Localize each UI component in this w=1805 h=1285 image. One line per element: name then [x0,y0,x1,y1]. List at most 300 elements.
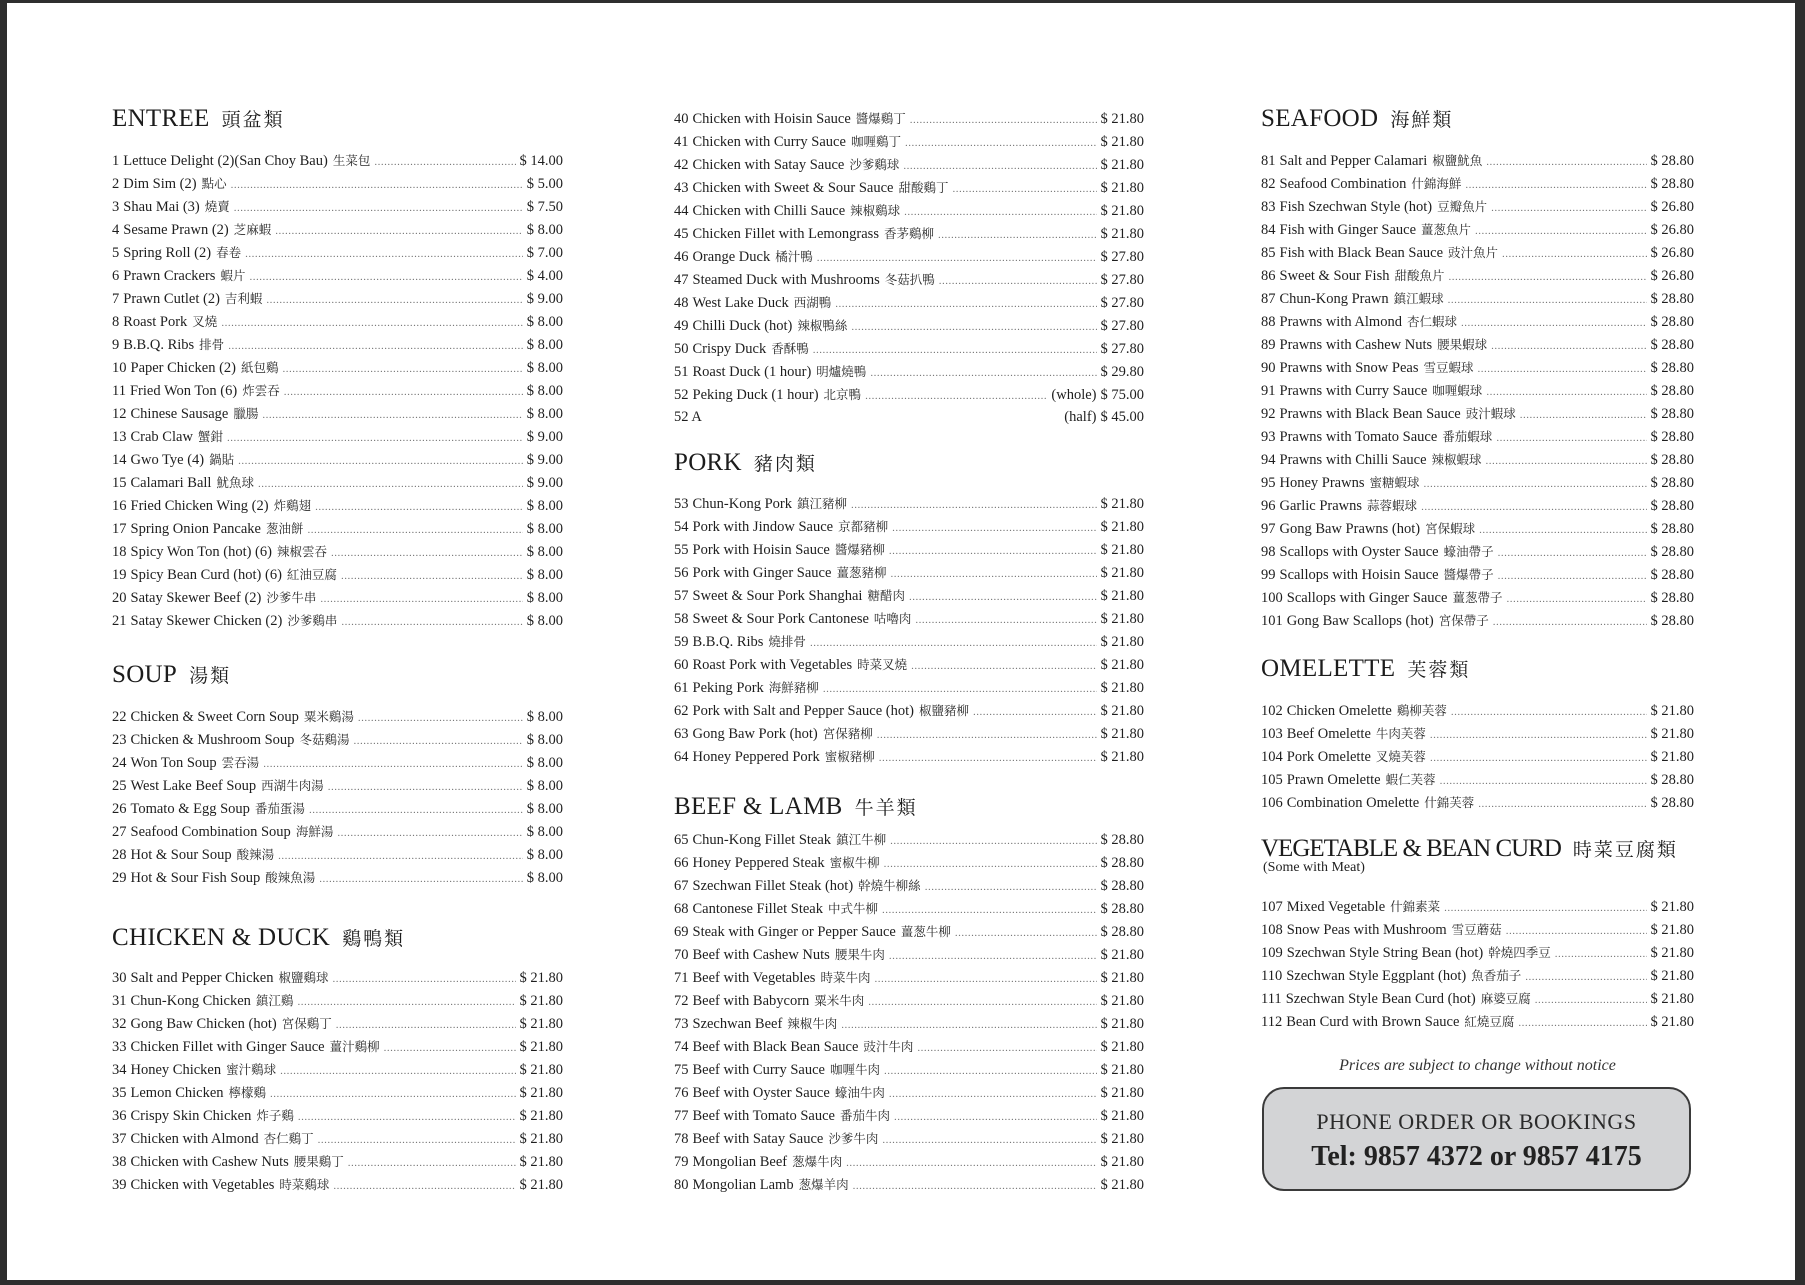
item-name: Chicken with Curry Sauce [692,134,846,150]
item-name: Lemon Chicken [130,1085,224,1101]
dot-leader [903,155,1096,178]
item-name: Salt and Pepper Chicken [130,970,274,986]
item-number: 37 [112,1131,127,1147]
item-name: Cantonese Fillet Steak [692,901,823,917]
item-number: 56 [674,565,689,581]
dot-leader [955,922,1097,945]
menu-item-row [674,1058,1144,1081]
item-number: 95 [1261,475,1276,491]
item-chinese-name: 辣椒牛肉 [787,1016,838,1031]
item-chinese-name: 鎮江鷄 [255,993,294,1008]
item-number: 105 [1261,772,1283,788]
item-name: Gong Baw Scallops (hot) [1286,613,1434,629]
item-name: Gong Baw Pork (hot) [692,726,818,742]
dot-leader [841,1014,1096,1037]
item-number: 33 [112,1039,127,1055]
item-name: Chun-Kong Fillet Steak [692,832,832,848]
dot-leader [835,293,1096,316]
menu-item-row [112,1104,563,1127]
item-chinese-name: 鎮江牛柳 [836,832,887,847]
item-name: Bean Curd with Brown Sauce [1286,1014,1460,1030]
item-price: $ 21.80 [519,1131,563,1147]
item-name: Honey Peppered Steak [692,855,825,871]
item-name: Chicken with Satay Sauce [692,157,845,173]
item-price: $ 75.00 [1100,387,1144,403]
list-chicken-duck-part1 [112,966,563,1196]
item-price: $ 28.80 [1650,590,1694,606]
item-chinese-name: 粟米牛肉 [814,993,865,1008]
item-chinese-name: 幹燒牛柳絲 [858,878,921,893]
item-name: Chicken with Sweet & Sour Sauce [692,180,894,196]
item-number: 28 [112,847,127,863]
item-number: 98 [1261,544,1276,560]
item-chinese-name: 香茅鷄柳 [883,226,934,241]
item-name: Fried Chicken Wing (2) [130,498,269,514]
dot-leader [1440,770,1647,793]
dot-leader [911,655,1096,678]
item-price: $ 21.80 [519,1154,563,1170]
item-price: $ 8.00 [526,222,563,238]
item-number: 54 [674,519,689,535]
item-price: $ 21.80 [519,1177,563,1193]
section-heading-chicken-duck: CHICKEN & DUCK 鷄鴨類 [112,924,406,951]
item-number: 50 [674,341,689,357]
item-number: 12 [112,406,127,422]
item-chinese-name: 時菜牛肉 [820,970,871,985]
item-number: 57 [674,588,689,604]
menu-item-row [1261,333,1694,356]
dot-leader [1461,312,1647,335]
dot-leader [328,776,523,799]
item-price: $ 8.00 [526,406,563,422]
menu-item-row [1261,768,1694,791]
item-name: Spicy Bean Curd (hot) (6) [130,567,282,583]
item-number: 46 [674,249,689,265]
item-price: $ 28.80 [1650,337,1694,353]
dot-leader [1448,266,1646,289]
item-chinese-name: 辣椒鷄球 [850,203,901,218]
menu-item-row [1261,172,1694,195]
item-name: Satay Skewer Beef (2) [130,590,262,606]
item-number: 112 [1261,1014,1283,1030]
item-number: 67 [674,878,689,894]
dot-leader [1421,496,1646,519]
item-number: 24 [112,755,127,771]
item-number: 11 [112,383,126,399]
menu-item-row [1261,287,1694,310]
menu-item-row [674,584,1144,607]
menu-item-row [112,425,563,448]
item-chinese-name: 薑葱魚片 [1421,222,1472,237]
dot-leader [925,876,1097,899]
item-number: 51 [674,364,689,380]
item-chinese-name: 麻婆豆腐 [1480,991,1531,1006]
item-chinese-name: 芝麻蝦 [233,222,272,237]
section-heading-vegetable: VEGETABLE & BEAN CURD 時菜豆腐類 [1261,835,1678,862]
menu-item-row [1261,471,1694,494]
item-number: 91 [1261,383,1276,399]
dot-leader [1498,565,1647,588]
item-name: Scallops with Ginger Sauce [1286,590,1448,606]
menu-item-row [112,494,563,517]
item-number: 68 [674,901,689,917]
item-price: $ 21.80 [1100,588,1144,604]
dot-leader [823,678,1097,701]
item-chinese-name: 炸子鷄 [256,1108,294,1123]
item-chinese-name: 鎮江蝦球 [1393,291,1444,306]
item-number: 76 [674,1085,689,1101]
item-number: 13 [112,429,127,445]
item-price: $ 8.00 [526,314,563,330]
item-number: 87 [1261,291,1276,307]
phone-order-box [1262,1087,1691,1191]
item-number: 106 [1261,795,1283,811]
item-name: Prawns with Cashew Nuts [1279,337,1433,353]
list-omelette [1261,699,1694,814]
item-number: 82 [1261,176,1276,192]
item-number: 5 [112,245,120,261]
dot-leader [249,266,522,289]
dot-leader [889,945,1097,968]
item-chinese-name: 宮保帶子 [1438,613,1489,628]
item-number: 42 [674,157,689,173]
item-price: $ 21.80 [1100,1016,1144,1032]
menu-item-row [674,1104,1144,1127]
item-price: $ 21.80 [1100,180,1144,196]
item-number: 45 [674,226,689,242]
item-chinese-name: 香酥鴨 [771,341,809,356]
dot-leader [309,799,523,822]
item-chinese-name: 紙包鷄 [241,360,279,375]
item-name: Salt and Pepper Calamari [1279,153,1428,169]
item-chinese-name: 辣椒鴨絲 [797,318,848,333]
item-chinese-name: 檸檬鷄 [228,1085,267,1100]
item-chinese-name: 酸辣魚湯 [265,870,316,885]
price-notice: Prices are subject to change without notice [1339,1057,1616,1074]
item-price: $ 29.80 [1100,364,1144,380]
item-number: 23 [112,732,127,748]
item-name: Chun-Kong Chicken [130,993,251,1009]
section-heading-seafood: SEAFOOD 海鮮類 [1261,105,1454,132]
item-number: 81 [1261,153,1276,169]
item-number: 35 [112,1085,127,1101]
item-name: Steak with Ginger or Pepper Sauce [692,924,896,940]
item-chinese-name: 薑葱帶子 [1452,590,1503,605]
item-name: Fried Won Ton (6) [129,383,238,399]
item-number: 58 [674,611,689,627]
item-price: $ 5.00 [526,176,563,192]
item-price: $ 9.00 [526,291,563,307]
item-name: Chicken with Hoisin Sauce [692,111,851,127]
item-name: Steamed Duck with Mushrooms [692,272,880,288]
item-price: $ 21.80 [1100,1177,1144,1193]
item-number: 31 [112,993,127,1009]
menu-item-row [1261,722,1694,745]
menu-item-row [674,1173,1144,1196]
dot-leader [889,540,1097,563]
item-name: Crispy Duck [692,341,767,357]
dot-leader [283,358,523,381]
item-number: 27 [112,824,127,840]
list-pork [674,492,1144,768]
item-number: 26 [112,801,127,817]
dot-leader [1478,793,1646,816]
item-chinese-name: 番茄蛋湯 [254,801,305,816]
item-chinese-name: 北京鴨 [823,387,862,402]
item-price: $ 8.00 [526,360,563,376]
dot-leader [1486,151,1646,174]
column-left [112,3,563,1273]
item-number: 55 [674,542,689,558]
item-number: 2 [112,176,120,192]
menu-item-row [1261,895,1694,918]
dot-leader [319,868,523,891]
item-name: Chilli Duck (hot) [692,318,793,334]
dot-leader [221,312,522,335]
item-number: 34 [112,1062,127,1078]
item-name: Roast Pork with Vegetables [692,657,853,673]
item-chinese-name: 炸鷄翅 [273,498,312,513]
item-name: Calamari Ball [130,475,212,491]
item-portion-note: (whole) [1051,387,1097,403]
item-chinese-name: 甜酸鷄丁 [898,180,949,195]
item-price: $ 21.80 [1100,111,1144,127]
item-chinese-name: 沙爹鷄串 [287,613,338,628]
list-vegetable [1261,895,1694,1033]
item-number: 71 [674,970,689,986]
item-number: 25 [112,778,127,794]
item-name: Szechwan Style String Bean (hot) [1286,945,1484,961]
menu-item-row [112,609,563,632]
item-price: $ 21.80 [1100,1085,1144,1101]
item-chinese-name: 葱爆牛肉 [792,1154,843,1169]
item-price: $ 21.80 [1100,726,1144,742]
item-chinese-name: 排骨 [199,337,225,352]
item-name: Chicken with Almond [130,1131,259,1147]
item-name: Peking Duck (1 hour) [692,387,819,403]
item-name: Gong Baw Prawns (hot) [1279,521,1421,537]
item-price: $ 21.80 [1650,899,1694,915]
dot-leader [892,517,1096,540]
item-name: Satay Skewer Chicken (2) [130,613,283,629]
item-price: $ 21.80 [1100,496,1144,512]
dot-leader [318,1129,516,1152]
item-name: Chicken Omelette [1286,703,1392,719]
item-name: Prawns with Almond [1279,314,1402,330]
item-price: $ 21.80 [1650,922,1694,938]
dot-leader [939,270,1097,293]
item-number: 30 [112,970,127,986]
item-price: $ 21.80 [1100,657,1144,673]
item-price: $ 28.80 [1100,901,1144,917]
dot-leader [817,247,1097,270]
dot-leader [1525,966,1646,989]
dot-leader [884,853,1097,876]
item-number: 96 [1261,498,1276,514]
item-name: Szechwan Beef [692,1016,783,1032]
item-number: 64 [674,749,689,765]
item-chinese-name: 豉汁牛肉 [863,1039,914,1054]
item-chinese-name: 葱爆羊肉 [798,1177,849,1192]
menu-item-row [674,406,1144,429]
item-price: $ 8.00 [526,847,563,863]
menu-item-row [112,866,563,889]
menu-item-row [112,705,563,728]
item-chinese-name: 薑葱牛柳 [900,924,951,939]
item-price: $ 21.80 [1100,970,1144,986]
item-number: 59 [674,634,689,650]
menu-item-row [674,199,1144,222]
item-number: 49 [674,318,689,334]
menu-item-row [674,222,1144,245]
item-name: Pork with Hoisin Sauce [692,542,830,558]
menu-item-row [674,676,1144,699]
item-price: $ 28.80 [1650,521,1694,537]
item-number: 60 [674,657,689,673]
item-name: Fish with Black Bean Sauce [1279,245,1444,261]
dot-leader [1535,989,1647,1012]
list-soup [112,705,563,889]
dot-leader [278,845,523,868]
item-chinese-name: 薑葱豬柳 [836,565,887,580]
item-chinese-name: 鷄柳芙蓉 [1396,703,1447,718]
item-name: Beef with Cashew Nuts [692,947,830,963]
dot-leader [308,519,523,542]
item-price: $ 26.80 [1650,268,1694,284]
dot-leader [877,724,1097,747]
item-name: Peking Pork [692,680,764,696]
item-name: Fish with Ginger Sauce [1279,222,1417,238]
item-name: Beef with Babycorn [692,993,810,1009]
item-number: 90 [1261,360,1276,376]
item-chinese-name: 腰果牛肉 [834,947,885,962]
item-number: 19 [112,567,127,583]
item-number: 94 [1261,452,1276,468]
menu-item-row [674,630,1144,653]
item-chinese-name: 西湖牛肉湯 [261,778,324,793]
item-price: $ 4.00 [526,268,563,284]
menu-item-row [674,383,1144,406]
dot-leader [894,1106,1097,1129]
item-number: 92 [1261,406,1276,422]
section-heading-entree: ENTREE 頭盆類 [112,105,285,132]
menu-item-row [674,107,1144,130]
item-chinese-name: 牛肉芙蓉 [1375,726,1426,741]
item-chinese-name: 海鮮湯 [295,824,334,839]
menu-item-row [674,607,1144,630]
item-number: 74 [674,1039,689,1055]
item-number: 103 [1261,726,1283,742]
item-name: Pork Omelette [1286,749,1371,765]
menu-item-row [674,492,1144,515]
item-number: 43 [674,180,689,196]
item-name: Chicken with Vegetables [130,1177,275,1193]
menu-item-row [674,515,1144,538]
item-chinese-name: 番茄蝦球 [1442,429,1493,444]
item-price: $ 21.80 [1100,226,1144,242]
item-number: 40 [674,111,689,127]
item-price: $ 28.80 [1650,475,1694,491]
dot-leader [1477,358,1646,381]
menu-item-row [112,448,563,471]
menu-item-row [674,291,1144,314]
item-chinese-name: 橘汁鴨 [775,249,813,264]
menu-item-row [674,745,1144,768]
item-name: Beef with Tomato Sauce [692,1108,835,1124]
item-chinese-name: 辣椒雲吞 [276,544,327,559]
menu-item-row [112,586,563,609]
item-chinese-name: 酸辣湯 [236,847,275,862]
menu-item-row [1261,1010,1694,1033]
item-number: 100 [1261,590,1283,606]
item-chinese-name: 番茄牛肉 [839,1108,890,1123]
dot-leader [1448,289,1647,312]
item-chinese-name: 蜜糖蝦球 [1369,475,1420,490]
item-price: $ 7.50 [526,199,563,215]
item-chinese-name: 什錦素菜 [1390,899,1441,914]
item-chinese-name: 咖喱牛肉 [829,1062,880,1077]
item-price: $ 8.00 [526,732,563,748]
item-name: Fish Szechwan Style (hot) [1279,199,1433,215]
menu-item-row [674,153,1144,176]
item-name: Seafood Combination [1279,176,1407,192]
dot-leader [1479,519,1646,542]
item-chinese-name: 醬爆鷄丁 [855,111,906,126]
dot-leader [1502,243,1646,266]
item-price: $ 28.80 [1650,498,1694,514]
item-number: 7 [112,291,120,307]
dot-leader [1491,197,1646,220]
item-name: Mixed Vegetable [1286,899,1386,915]
item-name: Prawns with Snow Peas [1279,360,1419,376]
dot-leader [1493,611,1647,634]
item-number: 73 [674,1016,689,1032]
item-chinese-name: 蝦片 [220,268,246,283]
dot-leader [263,753,523,776]
item-name: Sesame Prawn (2) [123,222,229,238]
dot-leader [1465,174,1646,197]
item-name: Combination Omelette [1286,795,1420,811]
item-name: Honey Chicken [130,1062,222,1078]
item-name: Prawn Omelette [1286,772,1381,788]
item-number: 41 [674,134,689,150]
item-chinese-name: 冬菇扒鴨 [884,272,935,287]
item-price: $ 21.80 [1100,519,1144,535]
dot-leader [813,339,1097,362]
item-name: Spicy Won Ton (hot) (6) [130,544,272,560]
item-name: Mongolian Beef [692,1154,788,1170]
item-number: 52 A [674,409,702,425]
menu-item-row [112,820,563,843]
item-price: $ 8.00 [526,755,563,771]
item-name: Sweet & Sour Pork Shanghai [692,588,863,604]
dot-leader [231,174,523,197]
section-heading-soup: SOUP 湯類 [112,661,232,688]
dot-leader [275,220,522,243]
item-price: $ 8.00 [526,383,563,399]
item-price: $ 21.80 [1100,680,1144,696]
dot-leader [973,701,1096,724]
item-price: $ 21.80 [519,970,563,986]
dot-leader [270,1083,515,1106]
menu-item-row [674,943,1144,966]
menu-item-row [1261,310,1694,333]
item-chinese-name: 蜜汁鷄球 [226,1062,277,1077]
list-chicken-duck-part2 [674,107,1144,429]
item-chinese-name: 杏仁鷄丁 [263,1131,314,1146]
item-name: Scallops with Oyster Sauce [1279,544,1439,560]
menu-item-row [674,874,1144,897]
